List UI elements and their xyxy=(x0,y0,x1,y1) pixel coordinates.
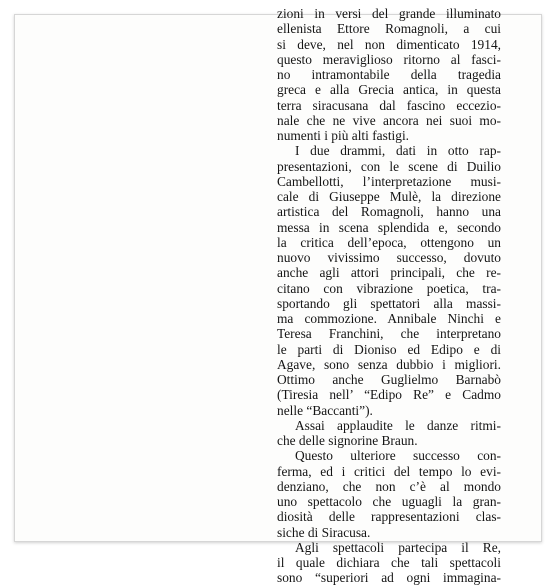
text-line: sono “superiori ad ogni immagina- xyxy=(277,570,501,586)
text-line: che delle signorine Braun. xyxy=(277,433,418,448)
text-line: citano con vibrazione poetica, tra- xyxy=(277,280,501,296)
text-line: Cambellotti, l’interpretazione musi- xyxy=(277,173,501,189)
text-line: il quale dichiara che tali spettacoli xyxy=(277,555,501,570)
text-line: ma commozione. Annibale Ninchi e xyxy=(277,311,501,326)
text-line: questo meraviglioso ritorno al fasci- xyxy=(277,51,501,67)
text-line: nale che ne vive ancora nei suoi mo- xyxy=(277,112,501,128)
text-line: Questo ulteriore successo con- xyxy=(295,448,501,464)
text-line: no intramontabile della tragedia xyxy=(277,67,501,82)
text-line: (Tiresia nell’ “Edipo Re” e Cadmo xyxy=(277,387,501,403)
text-line: sportando gli spettatori alla massi- xyxy=(277,295,501,311)
text-column xyxy=(277,6,501,586)
text-line: si deve, nel non dimenticato 1914, xyxy=(277,36,501,52)
text-line: artistica del Romagnoli, hanno una xyxy=(277,204,501,220)
text-line: messa in scena splendida e, secondo xyxy=(277,219,501,235)
text-line: diosità delle rappresentazioni clas- xyxy=(277,509,501,525)
text-line: cale di Giuseppe Mulè, la direzione xyxy=(277,189,501,204)
text-line: le parti di Dioniso ed Edipo e di xyxy=(277,341,501,357)
text-line: ferma, ed i critici del tempo lo evi- xyxy=(277,463,501,479)
text-line: presentazioni, con le scene di Duilio xyxy=(277,158,501,174)
text-line: anche agli attori principali, che re- xyxy=(277,265,501,281)
text-line: Assai applaudite le danze ritmi- xyxy=(295,417,501,433)
text-line: Teresa Franchini, che interpretano xyxy=(277,326,501,342)
document-page xyxy=(14,6,542,586)
text-line: greca e alla Grecia antica, in questa xyxy=(277,82,501,98)
text-line: la critica dell’epoca, ottengono un xyxy=(277,234,501,250)
text-line: numenti i più alti fastigi. xyxy=(277,128,410,143)
text-line: Agli spettacoli partecipa il Re, xyxy=(295,539,501,555)
text-line: uno spettacolo che uguagli la gran- xyxy=(277,494,501,509)
text-line: denziano, che non c’è al mondo xyxy=(277,478,501,494)
text-line: siche di Siracusa. xyxy=(277,524,371,540)
text-line: nuovo vivissimo successo, dovuto xyxy=(277,250,501,265)
text-line: Ottimo anche Guglielmo Barnabò xyxy=(277,372,501,387)
text-line: zioni in versi del grande illuminato xyxy=(277,6,501,21)
text-line: terra siracusana dal fascino eccezio- xyxy=(277,97,501,113)
text-line: Agave, sono senza dubbio i migliori. xyxy=(277,356,501,372)
text-line: I due drammi, dati in otto rap- xyxy=(295,143,501,159)
text-line: nelle “Baccanti”). xyxy=(277,402,373,418)
text-line: ellenista Ettore Romagnoli, a cui xyxy=(277,21,501,37)
